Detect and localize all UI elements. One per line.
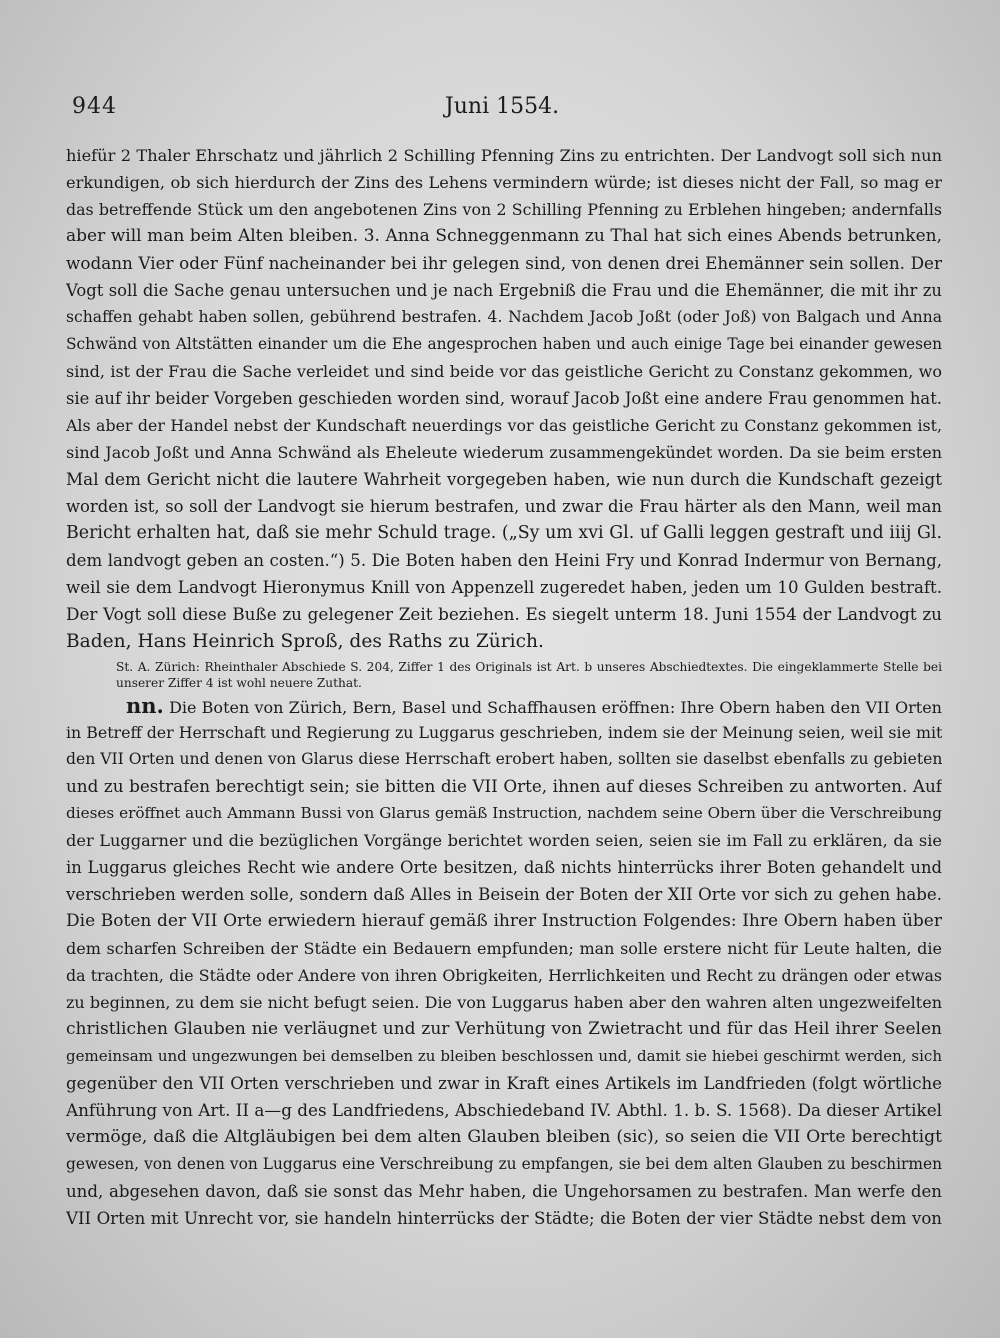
text-line: verschrieben werden solle, sondern daß Alles in Beisein der Boten der XII Orte vor sich zu gehen habe. — [66, 885, 942, 904]
text-line: Vogt soll die Sache genau untersuchen und je nach Ergebniß die Frau und die Ehemänner, die mit ihr zu — [66, 281, 942, 300]
text-line: Bericht erhalten hat, daß sie mehr Schuld trage. („Sy um xvi Gl. uf Galli leggen gestraft und iiij Gl. — [66, 523, 942, 543]
text-line: der Luggarner und die bezüglichen Vorgänge berichtet worden seien, seien sie im Fall zu erklären, da sie — [66, 831, 942, 850]
text-line: gemeinsam und ungezwungen bei demselben zu bleiben beschlossen und, damit sie hiebei geschirmt werden, sich — [66, 1047, 942, 1065]
section-nn — [66, 692, 942, 1232]
text-line: Anführung von Art. II a—g des Landfriedens, Abschiedeband IV. Abthl. 1. b. S. 1568). Da dieser Artikel — [66, 1100, 942, 1120]
text-line: VII Orten mit Unrecht vor, sie handeln hinterrücks der Städte; die Boten der vier Städte nebst dem von — [66, 1209, 942, 1228]
text-line: dem landvogt geben an costen.“) 5. Die Boten haben den Heini Fry und Konrad Indermur von Bernang, — [66, 551, 942, 570]
text-line: wodann Vier oder Fünf nacheinander bei ihr gelegen sind, von denen drei Ehemänner sein sollen. Der — [66, 253, 942, 273]
text-line: christlichen Glauben nie verläugnet und zur Verhütung von Zwietracht und für das Heil ihrer Seelen — [66, 1019, 942, 1039]
text-line: Baden, Hans Heinrich Sproß, des Raths zu Zürich. — [66, 631, 544, 652]
text-line: den VII Orten und denen von Glarus diese Herrschaft erobert haben, sollten sie daselbst ebenfalls zu gebieten — [66, 750, 942, 768]
text-line: Als aber der Handel nebst der Kundschaft neuerdings vor das geistliche Gericht zu Constanz gekommen ist, — [66, 416, 942, 435]
text-line: dieses eröffnet auch Ammann Bussi von Glarus gemäß Instruction, nachdem seine Obern über die Verschreibung — [66, 804, 942, 822]
text-line: Schwänd von Altstätten einander um die Ehe angesprochen haben und auch einige Tage bei einander gewesen — [66, 335, 942, 353]
text-line: Der Vogt soll diese Buße zu gelegener Zeit beziehen. Es siegelt unterm 18. Juni 1554 der Landvogt zu — [66, 604, 942, 624]
text-line: gewesen, von denen von Luggarus eine Verschreibung zu empfangen, sie bei dem alten Glauben zu beschirmen — [66, 1155, 942, 1173]
text-line: Mal dem Gericht nicht die lautere Wahrheit vorgegeben haben, wie nun durch die Kundschaft gezeigt — [66, 469, 942, 489]
text-line: in Luggarus gleiches Recht wie andere Orte besitzen, daß nichts hinterrücks ihrer Boten gehandelt und — [66, 858, 942, 877]
section-first-line — [66, 692, 942, 719]
text-line: in Betreff der Herrschaft und Regierung zu Luggarus geschrieben, indem sie der Meinung seien, weil sie mit — [66, 723, 942, 742]
text-line: da trachten, die Städte oder Andere von ihren Obrigkeiten, Herrlichkeiten und Recht zu drängen oder etwas — [66, 966, 942, 985]
footnote-line: St. A. Zürich: Rheinthaler Abschiede S. 204, Ziffer 1 des Originals ist Art. b unseres Abschiedtextes. Die eingeklammerte Stelle bei — [116, 660, 942, 674]
page-header — [72, 94, 932, 124]
text-line: weil sie dem Landvogt Hieronymus Knill von Appenzell zugeredet haben, jeden um 10 Gulden bestraft. — [66, 578, 942, 597]
text-line: erkundigen, ob sich hierdurch der Zins des Lehens vermindern würde; ist dieses nicht der Fall, so mag er — [66, 173, 942, 192]
text-line: hiefür 2 Thaler Ehrschatz und jährlich 2 Schilling Pfenning Zins zu entrichten. Der Landvogt soll sich nun — [66, 146, 942, 165]
text-line: aber will man beim Alten bleiben. 3. Anna Schneggenmann zu Thal hat sich eines Abends betrunken, — [66, 226, 942, 246]
running-head: Juni 1554. — [444, 94, 560, 119]
paragraph-main — [66, 142, 942, 655]
text-line: sind, ist der Frau die Sache verleidet und sind beide vor das geistliche Gericht zu Constanz gekommen, wo — [66, 362, 942, 381]
text-line: zu beginnen, zu dem sie nicht befugt seien. Die von Luggarus haben aber den wahren alten ungezweifelten — [66, 993, 942, 1012]
text-line: und zu bestrafen berechtigt sein; sie bitten die VII Orte, ihnen auf dieses Schreiben zu antworten. Auf — [66, 776, 942, 796]
page-number: 944 — [72, 94, 117, 119]
section-mark: nn. — [126, 693, 164, 718]
text-line: sind Jacob Joßt und Anna Schwänd als Eheleute wiederum zusammengekündet worden. Da sie beim ersten — [66, 443, 942, 462]
text-line: dem scharfen Schreiben der Städte ein Bedauern empfunden; man solle erstere nicht für Leute halten, die — [66, 939, 942, 958]
section-first-text: Die Boten von Zürich, Bern, Basel und Schaffhausen eröffnen: Ihre Obern haben den VII Orten — [169, 698, 942, 717]
footnote-line: unserer Ziffer 4 ist wohl neuere Zuthat. — [116, 676, 362, 690]
text-line: schaffen gehabt haben sollen, gebührend bestrafen. 4. Nachdem Jacob Joßt (oder Joß) von Balgach und Anna — [66, 308, 942, 326]
text-line: sie auf ihr beider Vorgeben geschieden worden sind, worauf Jacob Joßt eine andere Frau genommen hat. — [66, 389, 942, 408]
text-line: gegenüber den VII Orten verschrieben und zwar in Kraft eines Artikels im Landfrieden (folgt wörtliche — [66, 1074, 942, 1093]
text-line: und, abgesehen davon, daß sie sonst das Mehr haben, die Ungehorsamen zu bestrafen. Man werfe den — [66, 1182, 942, 1201]
text-line: vermöge, daß die Altgläubigen bei dem alten Glauben bleiben (sic), so seien die VII Orte berechtigt — [66, 1127, 942, 1147]
text-line: Die Boten der VII Orte erwiedern hierauf gemäß ihrer Instruction Folgendes: Ihre Obern haben über — [66, 911, 942, 931]
text-line: worden ist, so soll der Landvogt sie hierum bestrafen, und zwar die Frau härter als den Mann, weil man — [66, 497, 942, 516]
text-line: das betreffende Stück um den angebotenen Zins von 2 Schilling Pfenning zu Erblehen hingeben; andernfalls — [66, 200, 942, 219]
source-footnote — [66, 659, 942, 691]
